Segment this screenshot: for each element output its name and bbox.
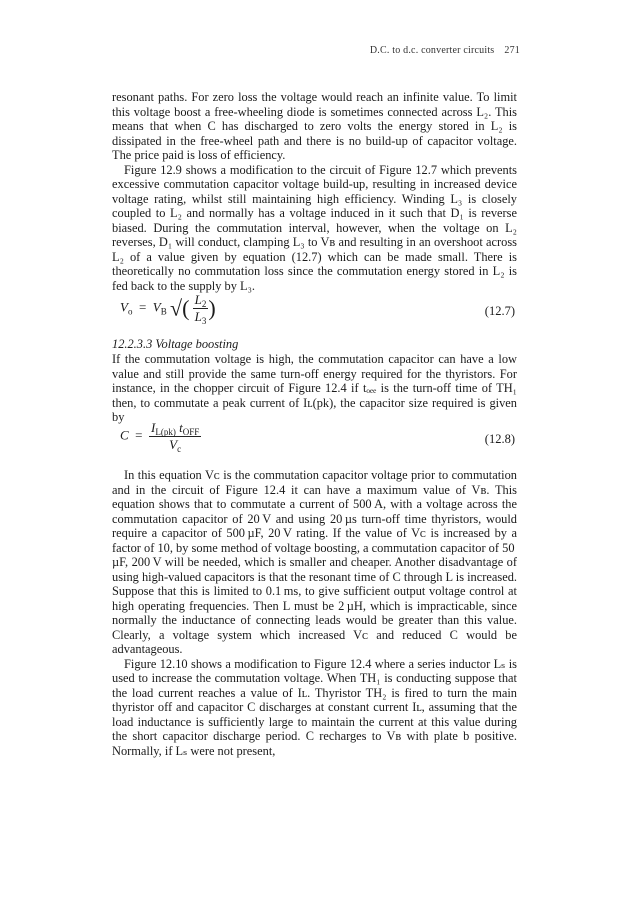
section-heading: 12.2.3.3 Voltage boosting	[112, 337, 239, 351]
page-number: 271	[504, 45, 520, 56]
running-head-title: D.C. to d.c. converter circuits	[369, 45, 495, 56]
running-head	[370, 45, 520, 56]
equation-12-7-body: $V_o = V_B$ √( $\frac{L_2}{L_3}$ )	[120, 292, 216, 326]
sqrt-symbol: √	[170, 295, 183, 321]
paragraph-1-block	[112, 90, 517, 293]
paragraph-3: If the commutation voltage is high, the commutation capacitor can have a low value and still provide the same turn-off energy required for the thyristors. For instance, in the chopper circuit of Figure 12.4 if tₒₑₑ is the turn-off time of TH₁ then, to commutate a peak current of Iʟ(pk), the capacitor size required is given by	[112, 352, 517, 424]
paragraph-1: resonant paths. For zero loss the voltage would reach an infinite value. To limit this voltage boost a free-wheeling diode is sometimes connected across L₂. This means that when C has discharged to zero volts the energy stored in L₂ is dissipated in the free-wheel path and there is no build-up of capacitor voltage. The price paid is loss of efficiency.	[112, 90, 517, 162]
equation-12-7	[120, 292, 515, 332]
paragraph-5: Figure 12.10 shows a modification to Figure 12.4 where a series inductor Lₛ is used to increase the commutation voltage. When TH₁ is conducting suppose that the load current reaches a value of Iʟ. Thyristor TH₂ is fired to turn the main thyristor off and capacitor C discharges at constant current Iʟ, assuming that the load inductance is sufficiently large to maintain the current at this value during the short capacitor discharge period. C recharges to Vʙ with plate b positive. Normally, if Lₛ were not present,	[112, 656, 517, 758]
paragraph-4-block	[112, 468, 517, 758]
equation-12-8	[120, 420, 515, 460]
equation-12-8-number: (12.8)	[484, 432, 515, 446]
equation-12-7-fraction: $\frac{L_2}{L_3}$	[194, 292, 207, 326]
equation-12-8-body: C = $\frac{I_{L(pk)} t_{OFF}}{V_c}$	[120, 420, 200, 454]
paragraph-3-block	[112, 352, 517, 425]
equation-12-7-number: (12.7)	[484, 304, 515, 318]
paragraph-4: In this equation Vᴄ is the commutation capacitor voltage prior to commutation and in the circuit of Figure 12.4 it can have a maximum value of Vʙ. This equation shows that to commutate a current of 500 A, with a voltage across the commutation capacitor of 20 V and using 20 µs turn-off time thyristors, would require a capacitor of 500 µF, 20 V rating. If the value of Vᴄ is increased by a factor of 10, by some method of voltage boosting, a commutation capacitor of 50 µF, 200 V will be needed, which is smaller and cheaper. Another disadvantage of using high-valued capacitors is that the resonant time of C through L is increased. Suppose that this is limited to 0.1 ms, to give sufficient output voltage control at high operating frequencies. Then L must be 2 µH, which is impracticable, since normally the inductance of connecting leads would be greater than this value. Clearly, a voltage system which increased Vᴄ and reduced C would be advantageous.	[112, 468, 517, 656]
equation-12-8-fraction: $\frac{I_{L(pk)} t_{OFF}}{V_c}$	[151, 420, 200, 454]
paragraph-2: Figure 12.9 shows a modification to the circuit of Figure 12.7 which prevents excessive commutation capacitor voltage build-up, resulting in increased device voltage rating, whilst still maintaining high efficiency. Winding L₃ is closely coupled to L₂ and normally has a voltage induced in it such that D₁ is reverse biased. During the commutation interval, however, when the voltage on L₂ reverses, D₁ will conduct, clamping L₃ to Vʙ and resulting in an overshoot across L₂ of a value given by equation (12.7) which can be made small. There is theoretically no commutation loss since the commutation energy stored in L₂ is fed back to the supply by L₃.	[112, 162, 517, 293]
